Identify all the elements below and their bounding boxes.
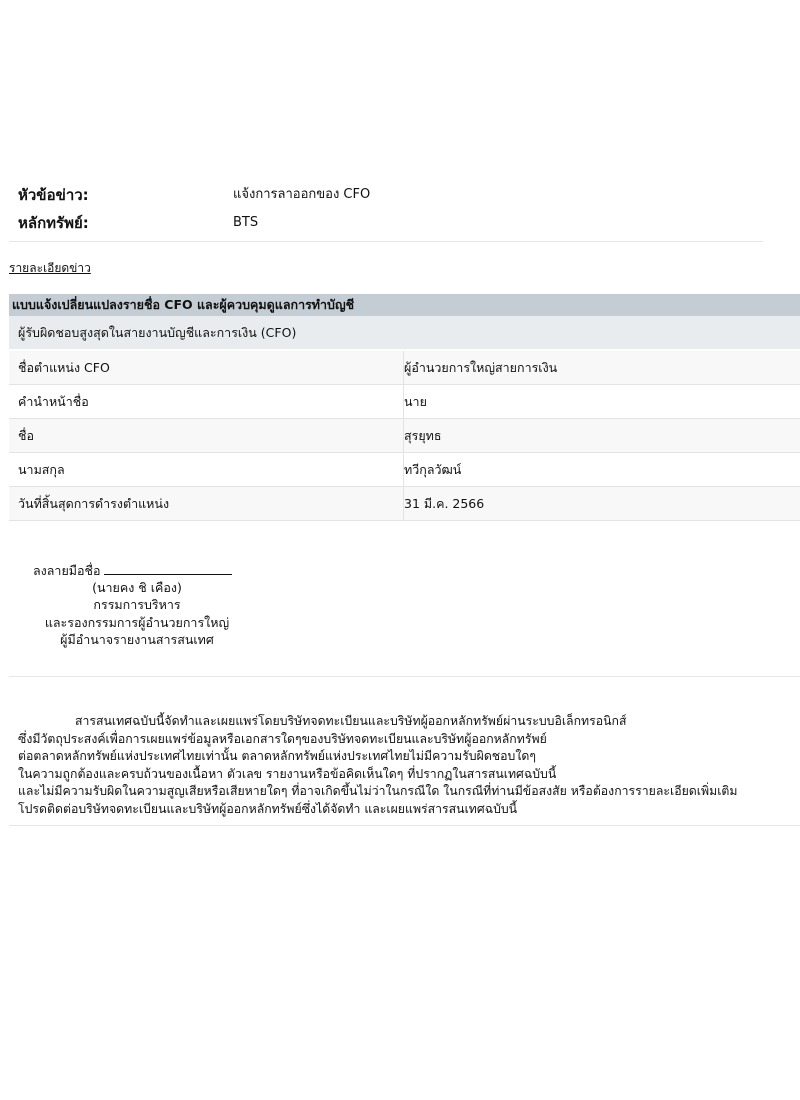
signer-name: (นายคง ชิ เคือง) — [92, 580, 182, 596]
disclaimer-line: ซึ่งมีวัตถุประสงค์เพื่อการเผยแพร่ข้อมูลหรือเอกสารใดๆของบริษัทจดทะเบียนและบริษัทผู้ออกหลักทรัพย์ — [18, 731, 547, 746]
signature-label: ลงลายมือชื่อ — [33, 563, 101, 578]
row-value: ทวีกุลวัฒน์ — [404, 462, 462, 477]
table-row — [9, 487, 800, 521]
signature-underline — [104, 560, 232, 575]
row-label: นามสกุล — [18, 462, 65, 477]
disclaimer-line: สารสนเทศฉบับนี้จัดทำและเผยแพร่โดยบริษัทจดทะเบียนและบริษัทผู้ออกหลักทรัพย์ผ่านระบบอิเล็กทรอนิกส์ — [75, 714, 627, 728]
table-row — [9, 351, 800, 385]
disclaimer-line: และไม่มีความรับผิดในความสูญเสียหรือเสียหายใดๆ ที่อาจเกิดขึ้นไม่ว่าในกรณีใด ในกรณีที่ท่านมีข้อสงสัย หรือต้องการรายละเอียดเพิ่มเติม — [18, 784, 738, 799]
security-row — [18, 212, 762, 236]
signer-position-1: กรรมการบริหาร — [93, 597, 181, 613]
header-divider — [9, 241, 763, 242]
security-label: หลักทรัพย์: — [18, 214, 89, 232]
news-subject-row — [18, 184, 762, 208]
row-value: ผู้อำนวยการใหญ่สายการเงิน — [404, 360, 558, 375]
form-subtitle: ผู้รับผิดชอบสูงสุดในสายงานบัญชีและการเงิน (CFO) — [9, 316, 800, 349]
disclaimer — [18, 713, 798, 819]
cfo-details-table — [9, 351, 800, 521]
signature-block — [30, 560, 244, 648]
signature-line — [30, 560, 244, 579]
row-label: คำนำหน้าชื่อ — [18, 394, 89, 409]
table-row — [9, 385, 800, 419]
row-label: ชื่อ — [18, 428, 34, 443]
footer-divider — [9, 825, 800, 826]
table-row — [9, 453, 800, 487]
news-subject-label: หัวข้อข่าว: — [18, 186, 89, 204]
news-subject-value: แจ้งการลาออกของ CFO — [233, 187, 371, 202]
row-value: 31 มี.ค. 2566 — [404, 496, 485, 511]
row-value: นาย — [404, 394, 427, 409]
disclaimer-line: ในความถูกต้องและครบถ้วนของเนื้อหา ตัวเลข รายงานหรือข้อคิดเห็นใดๆ ที่ปรากฏในสารสนเทศฉบับนี้ — [18, 766, 557, 781]
signer-position-3: ผู้มีอำนาจรายงานสารสนเทศ — [60, 631, 214, 647]
signature-divider — [9, 676, 800, 677]
security-value: BTS — [233, 215, 259, 230]
news-detail-heading: รายละเอียดข่าว — [9, 261, 91, 275]
signer-position-2: และรองกรรมการผู้อำนวยการใหญ่ — [44, 614, 230, 630]
table-row — [9, 419, 800, 453]
row-value: สุรยุทธ — [404, 428, 442, 443]
form-title: แบบแจ้งเปลี่ยนแปลงรายชื่อ CFO และผู้ควบคุมดูแลการทำบัญชี — [9, 294, 800, 316]
disclaimer-line: โปรดติดต่อบริษัทจดทะเบียนและบริษัทผู้ออกหลักทรัพย์ซึ่งได้จัดทำ และเผยแพร่สารสนเทศฉบับนี้ — [18, 801, 518, 816]
disclaimer-line: ต่อตลาดหลักทรัพย์แห่งประเทศไทยเท่านั้น ตลาดหลักทรัพย์แห่งประเทศไทยไม่มีความรับผิดชอบใดๆ — [18, 749, 536, 764]
row-label: วันที่สิ้นสุดการดำรงตำแหน่ง — [18, 496, 170, 511]
row-label: ชื่อตำแหน่ง CFO — [18, 360, 110, 375]
